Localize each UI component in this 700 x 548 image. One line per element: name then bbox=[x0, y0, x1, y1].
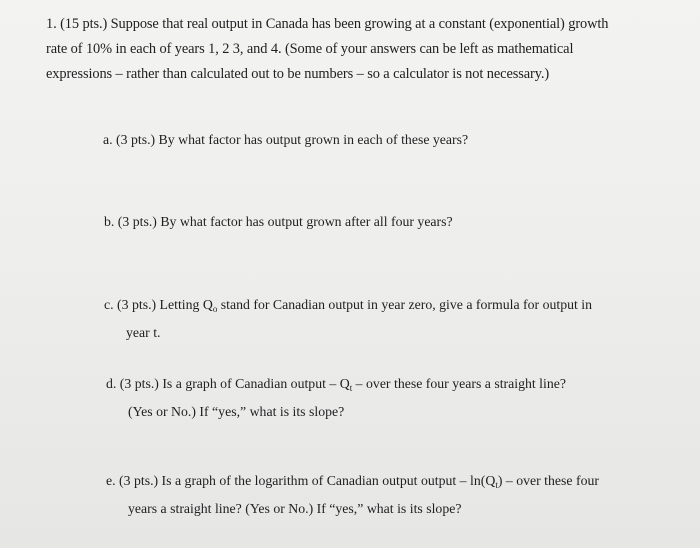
question-e-text-pre: e. (3 pts.) Is a graph of the logarithm of Canadian output output – ln(Q bbox=[106, 473, 496, 488]
problem-statement-line-2: rate of 10% in each of years 1, 2 3, and 4. (Some of your answers can be left as mathematical bbox=[46, 41, 574, 57]
question-c-text-post: stand for Canadian output in year zero, give a formula for output in bbox=[217, 297, 593, 312]
question-e-subscript: t bbox=[495, 480, 498, 490]
question-b bbox=[104, 210, 453, 234]
question-d-text-pre: d. (3 pts.) Is a graph of Canadian output – Q bbox=[106, 376, 350, 391]
question-d-line-2: (Yes or No.) If “yes,” what is its slope? bbox=[128, 404, 345, 419]
question-a bbox=[103, 128, 468, 152]
question-e bbox=[106, 469, 599, 521]
question-e-text-post: ) – over these four bbox=[497, 473, 599, 488]
question-c-line-1 bbox=[104, 293, 592, 321]
question-d-line-1 bbox=[106, 372, 566, 400]
question-d-subscript: t bbox=[349, 383, 353, 393]
question-a-text: a. (3 pts.) By what factor has output grown in each of these years? bbox=[103, 132, 469, 147]
question-e-line-2: years a straight line? (Yes or No.) If “yes,” what is its slope? bbox=[128, 501, 462, 516]
problem-statement-line-1: 1. (15 pts.) Suppose that real output in Canada has been growing at a constant (exponential) growth bbox=[46, 16, 609, 32]
question-c-line-2: year t. bbox=[126, 325, 161, 340]
question-b-text: b. (3 pts.) By what factor has output grown after all four years? bbox=[104, 214, 453, 229]
question-c bbox=[104, 293, 592, 345]
question-c-text-pre: c. (3 pts.) Letting Q bbox=[104, 297, 213, 312]
question-d bbox=[106, 372, 566, 424]
problem-statement-line-3: expressions – rather than calculated out to be numbers – so a calculator is not necessary.) bbox=[46, 66, 550, 82]
problem-statement bbox=[46, 12, 676, 87]
question-e-line-1 bbox=[106, 469, 599, 497]
question-c-subscript: o bbox=[212, 304, 218, 314]
question-d-text-post: – over these four years a straight line? bbox=[352, 376, 566, 391]
